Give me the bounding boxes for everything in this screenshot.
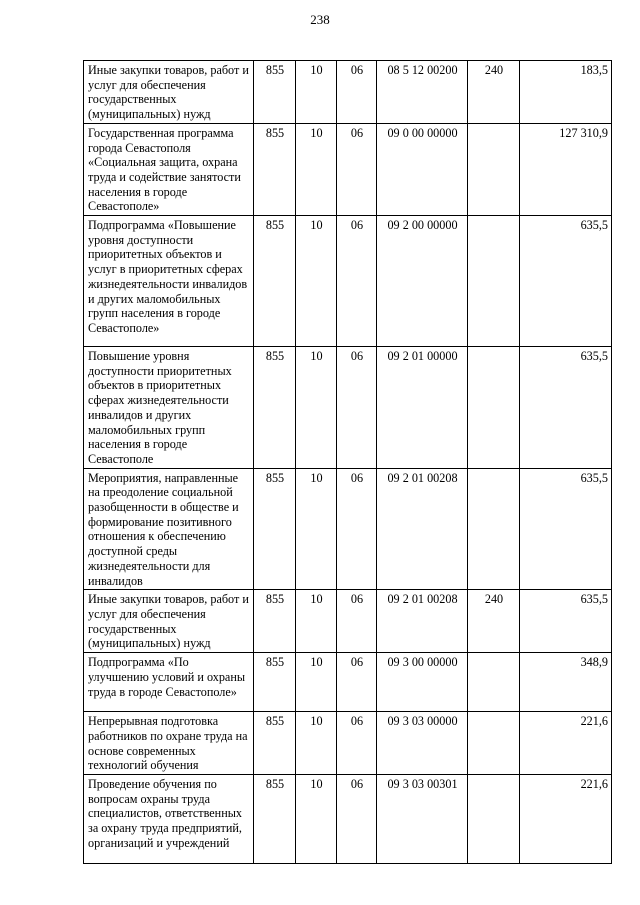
expense-type-code: 240 (468, 590, 520, 653)
subsection-code: 06 (337, 216, 377, 347)
row-name: Иные закупки товаров, работ и услуг для обеспечения государственных (муниципальных) нужд (84, 590, 254, 653)
section-code: 10 (296, 61, 337, 124)
section-code: 10 (296, 774, 337, 863)
subsection-code: 06 (337, 712, 377, 775)
target-article-code: 09 2 01 00208 (377, 590, 468, 653)
table-row (84, 653, 612, 712)
expense-type-code (468, 653, 520, 712)
table-row (84, 123, 612, 215)
table-row (84, 347, 612, 469)
expense-type-code (468, 712, 520, 775)
row-name: Подпрограмма «Повышение уровня доступности приоритетных объектов и услуг в приоритетных сферах жизнедеятельности инвалидов и других маломобильных групп населения в городе Севастополе» (84, 216, 254, 347)
target-article-code: 09 0 00 00000 (377, 123, 468, 215)
section-code: 10 (296, 653, 337, 712)
expense-type-code (468, 123, 520, 215)
target-article-code: 09 3 03 00301 (377, 774, 468, 863)
subsection-code: 06 (337, 653, 377, 712)
target-article-code: 09 2 01 00208 (377, 468, 468, 590)
dept-code: 855 (254, 774, 296, 863)
section-code: 10 (296, 123, 337, 215)
dept-code: 855 (254, 653, 296, 712)
table-row (84, 712, 612, 775)
amount: 635,5 (520, 347, 612, 469)
table-row (84, 61, 612, 124)
subsection-code: 06 (337, 123, 377, 215)
row-name: Проведение обучения по вопросам охраны труда специалистов, ответственных за охрану труда предприятий, организаций и учреждений (84, 774, 254, 863)
page-number: 238 (310, 12, 330, 27)
amount: 635,5 (520, 468, 612, 590)
amount: 221,6 (520, 774, 612, 863)
row-name: Иные закупки товаров, работ и услуг для обеспечения государственных (муниципальных) нужд (84, 61, 254, 124)
section-code: 10 (296, 468, 337, 590)
target-article-code: 09 2 00 00000 (377, 216, 468, 347)
dept-code: 855 (254, 590, 296, 653)
budget-table (83, 60, 612, 864)
row-name: Мероприятия, направленные на преодоление социальной разобщенности в обществе и формирование позитивного отношения к обеспечению доступной среды жизнедеятельности для инвалидов (84, 468, 254, 590)
subsection-code: 06 (337, 347, 377, 469)
target-article-code: 09 3 00 00000 (377, 653, 468, 712)
amount: 635,5 (520, 590, 612, 653)
table-body (84, 61, 612, 864)
section-code: 10 (296, 590, 337, 653)
amount: 221,6 (520, 712, 612, 775)
expense-type-code (468, 347, 520, 469)
section-code: 10 (296, 712, 337, 775)
dept-code: 855 (254, 216, 296, 347)
row-name: Подпрограмма «По улучшению условий и охраны труда в городе Севастополе» (84, 653, 254, 712)
target-article-code: 08 5 12 00200 (377, 61, 468, 124)
amount: 635,5 (520, 216, 612, 347)
dept-code: 855 (254, 468, 296, 590)
amount: 127 310,9 (520, 123, 612, 215)
dept-code: 855 (254, 61, 296, 124)
subsection-code: 06 (337, 61, 377, 124)
section-code: 10 (296, 347, 337, 469)
table-row (84, 774, 612, 863)
target-article-code: 09 2 01 00000 (377, 347, 468, 469)
amount: 183,5 (520, 61, 612, 124)
subsection-code: 06 (337, 590, 377, 653)
table-row (84, 468, 612, 590)
row-name: Повышение уровня доступности приоритетных объектов в приоритетных сферах жизнедеятельности инвалидов и других маломобильных групп населения в городе Севастополе (84, 347, 254, 469)
amount: 348,9 (520, 653, 612, 712)
table-row (84, 216, 612, 347)
dept-code: 855 (254, 123, 296, 215)
expense-type-code (468, 774, 520, 863)
expense-type-code: 240 (468, 61, 520, 124)
subsection-code: 06 (337, 774, 377, 863)
dept-code: 855 (254, 347, 296, 469)
section-code: 10 (296, 216, 337, 347)
row-name: Государственная программа города Севастополя «Социальная защита, охрана труда и содействие занятости населения в городе Севастополе» (84, 123, 254, 215)
table-row (84, 590, 612, 653)
dept-code: 855 (254, 712, 296, 775)
expense-type-code (468, 216, 520, 347)
expense-type-code (468, 468, 520, 590)
subsection-code: 06 (337, 468, 377, 590)
row-name: Непрерывная подготовка работников по охране труда на основе современных технологий обучения (84, 712, 254, 775)
target-article-code: 09 3 03 00000 (377, 712, 468, 775)
